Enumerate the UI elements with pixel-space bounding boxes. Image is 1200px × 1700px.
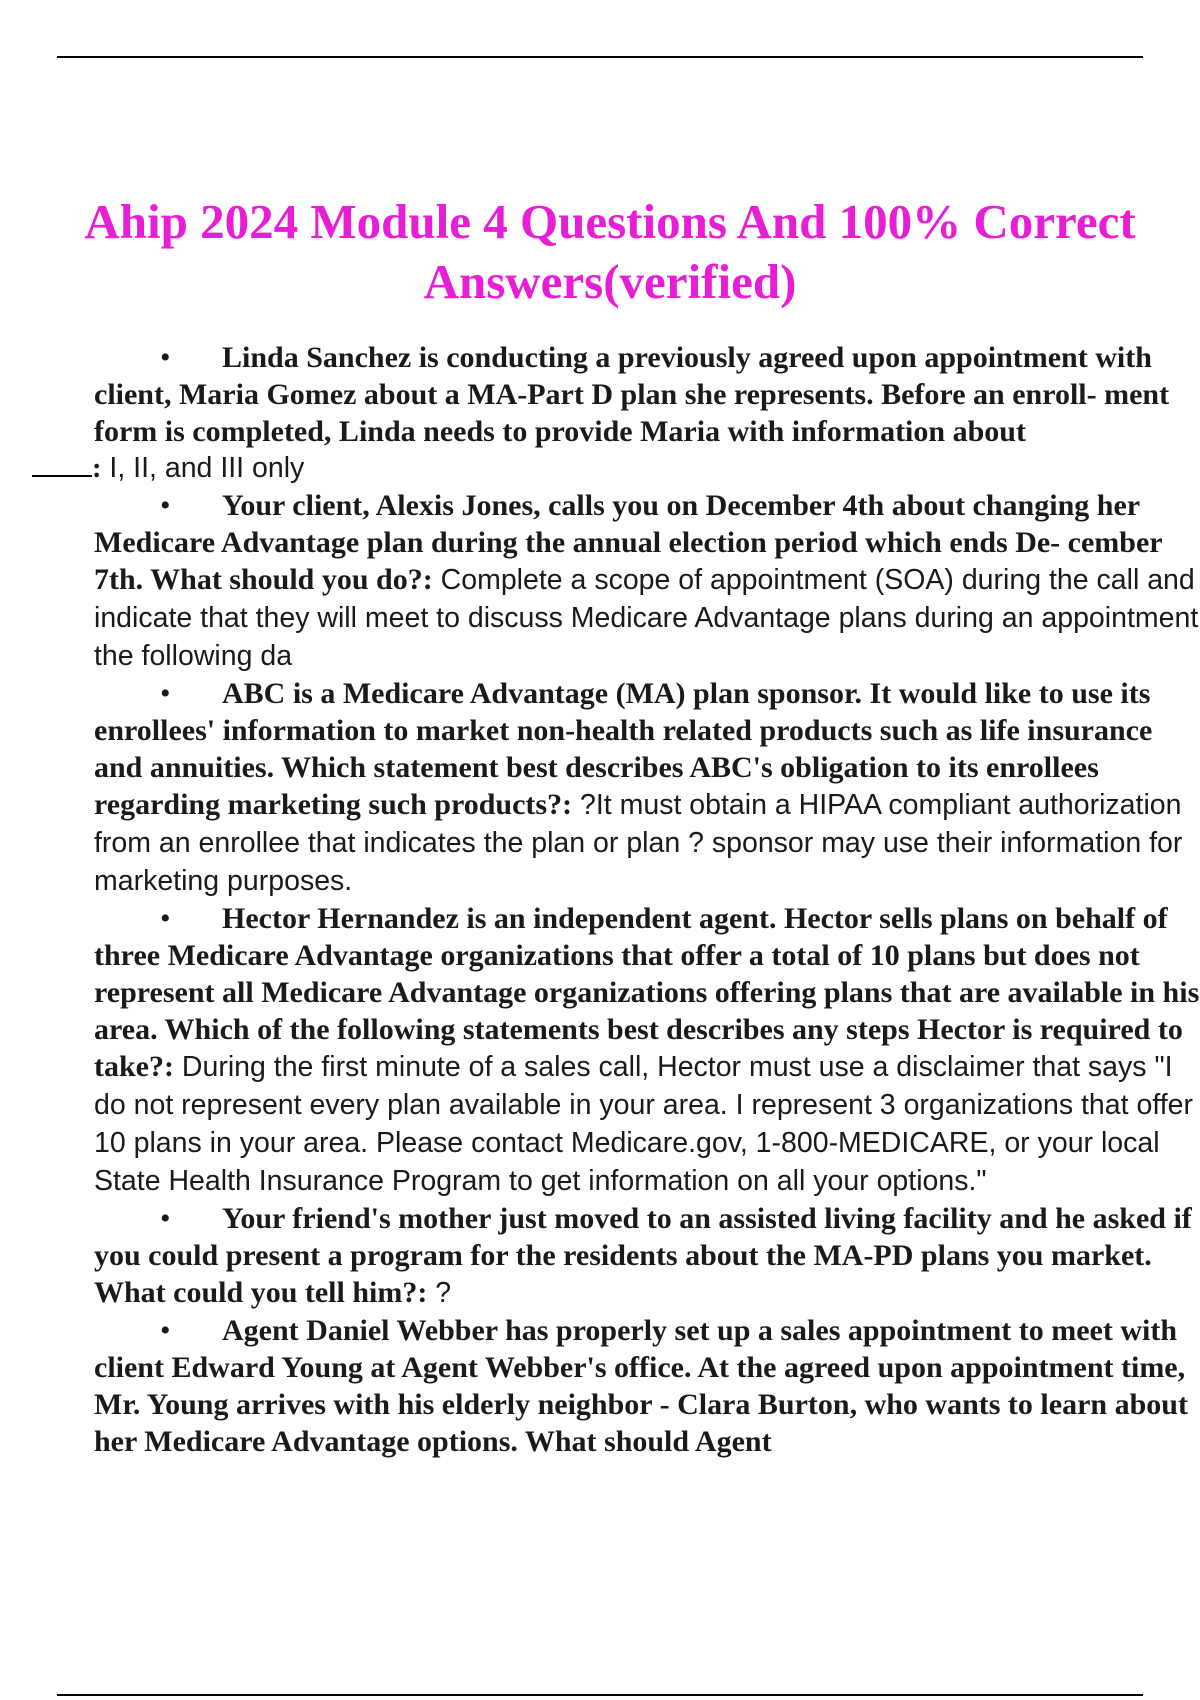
answer-line <box>0 450 1200 487</box>
bullet-icon: • <box>160 902 171 935</box>
answer-text: ? <box>427 1277 452 1309</box>
list-item <box>0 675 1200 900</box>
list-item <box>0 900 1200 1200</box>
answer-text: Complete a scope of appointment (SOA) during the call and indicate that they will meet to discuss Medicare Advantage plans during an appointment the following da <box>94 564 1199 672</box>
bullet-icon: • <box>160 341 171 374</box>
question-list <box>0 339 1200 1461</box>
answer-text: I, II, and III only <box>101 452 305 484</box>
list-item <box>0 1312 1200 1461</box>
bullet-icon: • <box>160 1314 171 1347</box>
answer-prefix: : <box>92 453 102 484</box>
answer-text: ?It must obtain a HIPAA compliant authorization from an enrollee that indicates the plan or plan ? sponsor may use their information for marketing purposes. <box>94 789 1183 897</box>
document-title <box>40 192 1180 312</box>
footer-rule <box>57 1694 1143 1696</box>
list-item <box>0 339 1200 450</box>
list-item <box>0 1200 1200 1312</box>
question-text: Your client, Alexis Jones, calls you on December 4th about changing her Medicare Advantage plan during the annual election period which ends De- cember 7th. What should you do?: <box>94 489 1163 596</box>
bullet-icon: • <box>160 1202 171 1235</box>
question-text: Your friend's mother just moved to an assisted living facility and he asked if you could present a program for the residents about the MA-PD plans you market. What could you tell him?: <box>94 1202 1192 1309</box>
bullet-icon: • <box>160 677 171 710</box>
answer-text: During the first minute of a sales call, Hector must use a disclaimer that says "I do not represent every plan available in your area. I represent 3 organizations that offer 10 plans in your area. Please contact Medicare.gov, 1-800-MEDICARE, or your local State Health Insurance Program to get information on all your options." <box>94 1051 1193 1197</box>
header-rule <box>57 56 1143 58</box>
question-text: Hector Hernandez is an independent agent. Hector sells plans on behalf of three Medicare Advantage organizations that offer a total of 10 plans but does not represent all Medicare Advantage organizations offering plans that are available in his area. Which of the following statements best describes any steps Hector is required to take?: <box>94 902 1200 1083</box>
question-text: ABC is a Medicare Advantage (MA) plan sponsor. It would like to use its enrollees' information to market non-health related products such as life insurance and annuities. Which statement best describes ABC's obligation to its enrollees regarding marketing such products?: <box>94 677 1153 821</box>
title-line-1: Ahip 2024 Module 4 Questions And 100% Correct <box>84 194 1136 249</box>
bullet-icon: • <box>160 489 171 522</box>
question-text: Linda Sanchez is conducting a previously agreed upon appointment with client, Maria Gomez about a MA-Part D plan she represents. Before an enroll- ment form is completed, Linda needs to provide Maria with information about <box>94 341 1170 448</box>
list-item <box>0 487 1200 675</box>
question-text: Agent Daniel Webber has properly set up a sales appointment to meet with client Edward Young at Agent Webber's office. At the agreed upon appointment time, Mr. Young arrives with his elderly neighbor - Clara Burton, who wants to learn about her Medicare Advantage options. What should Agent <box>94 1314 1188 1458</box>
title-line-2: Answers(verified) <box>423 254 797 309</box>
blank-underline <box>32 474 92 477</box>
